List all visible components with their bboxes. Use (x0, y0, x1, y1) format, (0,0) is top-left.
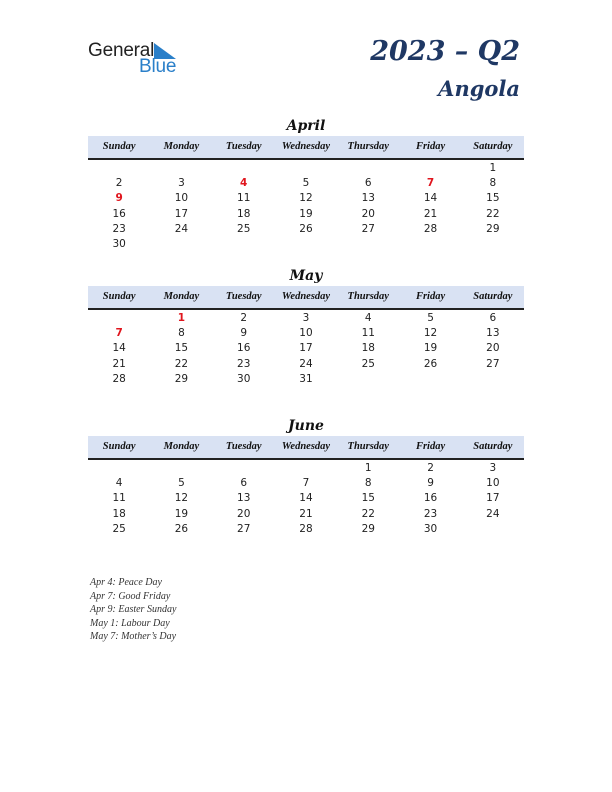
day-cell: 2 (115, 177, 123, 190)
day-cell: 22 (174, 357, 189, 370)
week-row (88, 222, 524, 237)
day-cell (88, 161, 150, 176)
day-cell: 19 (174, 507, 189, 520)
month-grid (88, 160, 524, 252)
holiday-list (90, 576, 176, 644)
day-cell: 11 (112, 492, 126, 505)
day-cell (462, 237, 524, 252)
day-cell: 9 (427, 477, 434, 490)
week-row (88, 176, 524, 191)
week-row (88, 207, 524, 222)
day-cell: 27 (486, 357, 500, 370)
day-cell: 18 (361, 342, 375, 355)
holiday-item: Apr 9: Easter Sunday (90, 604, 177, 616)
day-cell: 7 (302, 477, 310, 490)
day-cell: 27 (361, 222, 375, 235)
day-cell: 10 (486, 477, 500, 490)
day-cell: 13 (486, 327, 500, 340)
weekday-label: Sunday (102, 291, 136, 302)
weekday-header (88, 286, 524, 310)
day-cell: 1 (489, 162, 497, 174)
week-row (88, 461, 524, 476)
day-cell (150, 461, 212, 476)
day-cell (213, 237, 275, 252)
week-row (88, 491, 524, 506)
week-row (88, 237, 524, 252)
day-cell: 3 (489, 462, 497, 474)
day-cell (399, 161, 461, 176)
logo-word-general: General (88, 40, 155, 61)
week-row (88, 311, 524, 326)
day-cell: 28 (423, 222, 438, 235)
weekday-label: Saturday (473, 141, 513, 152)
week-row (88, 191, 524, 206)
week-row (88, 522, 524, 537)
month-april (88, 116, 524, 252)
day-cell: 22 (361, 507, 375, 520)
day-cell: 12 (299, 192, 313, 205)
day-cell: 24 (299, 357, 313, 370)
weekday-label: Thursday (347, 291, 389, 302)
day-cell: 28 (299, 522, 313, 535)
day-cell: 23 (423, 507, 438, 520)
day-cell: 17 (174, 207, 189, 220)
day-cell: 6 (240, 477, 248, 490)
weekday-label: Wednesday (281, 291, 331, 302)
day-cell: 4 (240, 177, 248, 190)
day-cell: 2 (240, 312, 248, 324)
day-cell: 29 (361, 522, 375, 535)
weekday-header (88, 436, 524, 460)
weekday-label: Friday (415, 441, 446, 452)
day-cell: 1 (177, 312, 186, 324)
day-cell: 23 (112, 222, 126, 235)
day-cell: 29 (174, 372, 189, 385)
day-cell: 5 (178, 477, 185, 490)
day-cell: 14 (112, 342, 126, 355)
day-cell: 20 (486, 342, 500, 355)
holiday-item: Apr 7: Good Friday (90, 590, 171, 602)
day-cell (150, 237, 212, 252)
day-cell: 10 (174, 192, 189, 205)
week-row (88, 357, 524, 372)
day-cell: 14 (423, 192, 438, 205)
logo-word-blue: Blue (139, 56, 177, 77)
day-cell (275, 161, 337, 176)
weekday-label: Tuesday (225, 141, 262, 152)
day-cell: 26 (299, 222, 313, 235)
day-cell: 17 (486, 492, 500, 505)
day-cell: 30 (423, 522, 438, 535)
month-title: June (288, 418, 324, 434)
day-cell (399, 237, 461, 252)
week-row (88, 161, 524, 176)
day-cell: 21 (112, 357, 126, 370)
day-cell: 23 (237, 357, 251, 370)
day-cell: 7 (115, 327, 123, 340)
weekday-label: Wednesday (281, 141, 331, 152)
month-june (88, 416, 524, 537)
day-cell: 13 (237, 492, 251, 505)
day-cell: 24 (486, 507, 500, 520)
weekday-header (88, 136, 524, 160)
day-cell: 3 (302, 312, 310, 324)
day-cell: 8 (489, 177, 497, 190)
weekday-label: Wednesday (281, 441, 331, 452)
day-cell: 8 (364, 477, 372, 490)
weekday-label: Saturday (473, 291, 513, 302)
day-cell: 5 (427, 312, 434, 324)
weekday-label: Saturday (473, 441, 513, 452)
day-cell (275, 237, 337, 252)
month-may (88, 266, 524, 387)
weekday-label: Monday (163, 441, 200, 452)
week-row (88, 507, 524, 522)
weekday-label: Sunday (102, 441, 136, 452)
day-cell: 27 (237, 522, 251, 535)
day-cell: 6 (364, 177, 372, 190)
day-cell: 8 (178, 327, 185, 340)
day-cell: 26 (423, 357, 438, 370)
country-name: Angola (438, 76, 520, 101)
week-row (88, 372, 524, 387)
month-grid (88, 460, 524, 537)
day-cell: 13 (361, 192, 375, 205)
day-cell: 12 (423, 327, 438, 340)
day-cell: 7 (426, 177, 435, 190)
day-cell: 29 (486, 222, 500, 235)
day-cell (213, 161, 275, 176)
day-cell: 16 (112, 207, 126, 220)
day-cell: 11 (237, 192, 251, 205)
day-cell (462, 522, 524, 537)
weekday-label: Friday (415, 141, 446, 152)
day-cell: 26 (174, 522, 189, 535)
week-row (88, 326, 524, 341)
day-cell (213, 461, 275, 476)
month-title: April (286, 118, 326, 134)
day-cell (150, 161, 212, 176)
day-cell: 12 (174, 492, 189, 505)
day-cell (88, 461, 150, 476)
weekday-label: Monday (163, 141, 200, 152)
day-cell: 28 (112, 372, 126, 385)
day-cell: 15 (174, 342, 189, 355)
day-cell: 17 (299, 342, 313, 355)
day-cell: 15 (486, 192, 500, 205)
day-cell (399, 372, 461, 387)
holiday-item: May 1: Labour Day (90, 617, 170, 629)
day-cell: 25 (112, 522, 126, 535)
holiday-item: May 7: Mother’s Day (90, 631, 177, 643)
day-cell: 11 (361, 327, 375, 340)
weekday-label: Thursday (347, 441, 389, 452)
day-cell (337, 372, 399, 387)
day-cell: 16 (423, 492, 438, 505)
day-cell: 5 (302, 177, 310, 190)
month-title: May (289, 268, 323, 284)
month-grid (88, 310, 524, 387)
day-cell: 30 (112, 237, 126, 250)
day-cell: 31 (299, 372, 313, 385)
day-cell: 25 (237, 222, 251, 235)
week-row (88, 341, 524, 356)
day-cell: 2 (427, 462, 434, 474)
weekday-label: Thursday (347, 141, 389, 152)
holiday-item: Apr 4: Peace Day (90, 577, 162, 588)
weekday-label: Sunday (102, 141, 136, 152)
day-cell: 25 (361, 357, 375, 370)
day-cell: 9 (115, 192, 123, 205)
weekday-label: Tuesday (225, 441, 262, 452)
week-row (88, 476, 524, 491)
day-cell: 20 (361, 207, 375, 220)
day-cell: 15 (361, 492, 375, 505)
day-cell: 6 (489, 312, 497, 324)
day-cell (275, 461, 337, 476)
day-cell: 4 (364, 312, 372, 324)
day-cell: 19 (423, 342, 438, 355)
day-cell: 16 (237, 342, 251, 355)
day-cell: 20 (237, 507, 251, 520)
day-cell: 21 (423, 207, 438, 220)
weekday-label: Monday (163, 291, 200, 302)
weekday-label: Tuesday (225, 291, 262, 302)
day-cell: 9 (240, 327, 248, 340)
day-cell: 22 (486, 207, 500, 220)
weekday-label: Friday (415, 291, 446, 302)
page-title: 2023 – Q2 (370, 36, 520, 67)
day-cell: 14 (299, 492, 313, 505)
day-cell: 4 (115, 477, 123, 490)
day-cell: 3 (178, 177, 185, 190)
day-cell: 18 (112, 507, 126, 520)
day-cell (337, 161, 399, 176)
day-cell: 10 (299, 327, 313, 340)
day-cell (88, 311, 150, 326)
day-cell (462, 372, 524, 387)
day-cell: 30 (237, 372, 251, 385)
day-cell: 18 (237, 207, 251, 220)
day-cell: 24 (174, 222, 189, 235)
day-cell (337, 237, 399, 252)
day-cell: 1 (364, 462, 372, 474)
day-cell: 19 (299, 207, 313, 220)
day-cell: 21 (299, 507, 313, 520)
